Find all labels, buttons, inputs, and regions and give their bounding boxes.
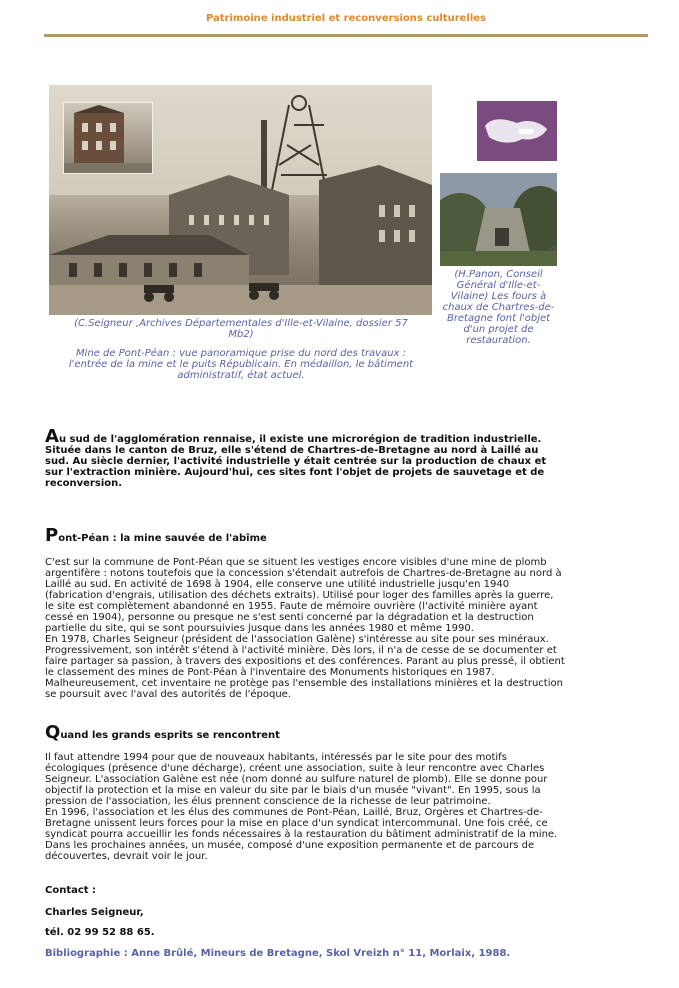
section-grands-esprits-title [45,722,280,743]
main-photo-caption: Mine de Pont-Péan : vue panoramique prise du nord des travaux : l'entrée de la mine et le puits Républicain. En médaillon, le bâtiment administratif, état actuel. [68,348,414,381]
section-grands-esprits-initial: Q [45,722,61,743]
section-grands-esprits-title-text: uand les grands esprits se rencontrent [60,730,280,741]
lime-kiln-illustration [440,173,557,266]
section-pont-pean-paragraph-2: En 1978, Charles Seigneur (président de l'association Galène) s'intéresse au site pour ses minéraux. Progressivement, son intérêt s'étend à l'activité minière. Dès lors, il n'a de cesse de se documenter et faire partager sa passion, à travers des expositions et des conférences. Parant au plus pressé, il obtient le classement des mines de Pont-Péan à l'inventaire des Monuments historiques en 1987. Malheureusement, cet inventaire ne protège pas l'ensemble des installations minières et la destruction se poursuit avec l'aval des autorités de l'époque. [45,634,565,700]
section-pont-pean-initial: P [45,525,59,546]
mine-panorama-photo [49,85,432,315]
kiln-photo-caption: (H.Panon, Conseil Général d'Ille-et-Vilaine) Les fours à chaux de Chartres-de-Bretagne font l'objet d'un projet de restauration. [442,269,555,346]
intro-initial: A [45,426,59,447]
section-grands-esprits-body [45,752,565,862]
intro-paragraph [45,426,550,489]
admin-building-inset-photo [63,102,153,174]
section-pont-pean-body [45,557,565,700]
intro-text: u sud de l'agglomération rennaise, il existe une microrégion de tradition industrielle. Située dans le canton de Bruz, elle s'étend de Chartres-de-Bretagne au nord à Laillé au sud. Au siècle dernier, l'activité industrielle y était centrée sur la production de chaux et sur l'extraction minière. Aujourd'hui, ces sites font l'objet de projets de sauvetage et de reconversion. [45,434,547,489]
bibliography: Bibliographie : Anne Brûlé, Mineurs de Bretagne, Skol Vreizh n° 11, Morlaix, 1988. [45,948,511,959]
page-header-title: Patrimoine industriel et reconversions culturelles [205,13,487,24]
map-illustration [477,101,557,161]
section-grands-esprits-paragraph-2: En 1996, l'association et les élus des communes de Pont-Péan, Laillé, Bruz, Orgères et Chartres-de-Bretagne unissent leurs forces pour la mise en place d'un syndicat intercommunal. Une fois créé, ce syndicat pourra accueillir les fonds nécessaires à la restauration du bâtiment administratif de la mine. Dans les prochaines années, un musée, composé d'une exposition permanente et de parcours de découvertes, devrait voir le jour. [45,807,558,862]
section-pont-pean-paragraph-1: C'est sur la commune de Pont-Péan que se situent les vestiges encore visibles d'une mine de plomb argentifère : notons toutefois que la concession s'étendait autrefois de Chartres-de-Bretagne au nord à Laillé au sud. En activité de 1698 à 1904, elle conserve une utilité industrielle jusqu'en 1940 (fabrication d'engrais, utilisation des déchets extraits). Utilisé pour loger des familles après la guerre, le site est complètement abandonné en 1955. Faute de mémoire ouvrière (l'activité minière ayant cessé en 1904), personne ou presque ne s'est senti concerné par la dégradation et la destruction partielle du site, qui se sont poursuivies jusque dans les années 1980 et même 1990. [45,557,562,634]
contact-phone: tél. 02 99 52 88 65. [45,927,155,938]
main-photo-credit: (C.Seigneur ,Archives Départementales d'Ille-et-Vilaine, dossier 57 Mb2) [74,318,408,340]
section-grands-esprits-paragraph-1: Il faut attendre 1994 pour que de nouveaux habitants, intéressés par le site pour des motifs écologiques (présence d'une décharge), créent une association, suite à leur rencontre avec Charles Seigneur. L'association Galène est née (nom donné au sulfure naturel de plomb). Elle se donne pour objectif la protection et la mise en valeur du site par le biais d'un musée "vivant". En 1995, sous la pression de l'association, les élus prennent conscience de la richesse de leur patrimoine. [45,752,548,807]
section-pont-pean-title-text: ont-Péan : la mine sauvée de l'abîme [58,533,267,544]
admin-building-illustration [64,103,152,173]
contact-label: Contact : [45,885,97,896]
contact-name: Charles Seigneur, [45,907,144,918]
header-divider [44,34,648,37]
brittany-map-image [477,101,557,161]
lime-kiln-photo [440,173,557,266]
section-pont-pean-title [45,525,267,546]
